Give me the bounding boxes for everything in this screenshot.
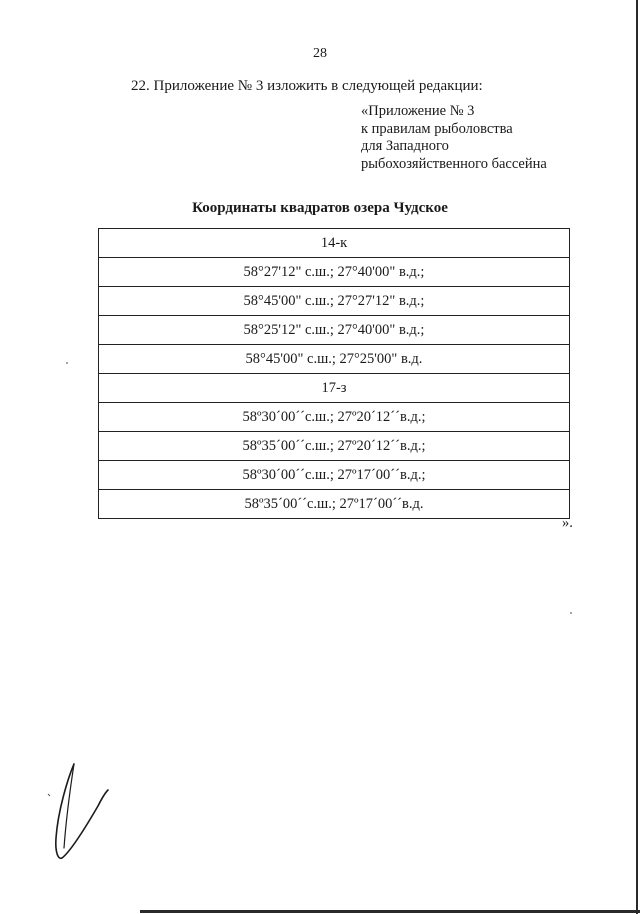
appendix-heading [361,103,547,173]
table-row [99,287,570,316]
coordinate-cell: 58º30´00´´с.ш.; 27º17´00´´в.д.; [99,461,570,490]
coordinate-cell: 58º30´00´´с.ш.; 27º20´12´´в.д.; [99,403,570,432]
table-row [99,461,570,490]
coordinate-cell: 58°45'00" с.ш.; 27°25'00" в.д. [99,345,570,374]
table-row [99,258,570,287]
appendix-heading-line: рыбохозяйственного бассейна [361,155,547,172]
coordinate-cell: 58°45'00" с.ш.; 27°27'12" в.д.; [99,287,570,316]
square-id-cell: 14-к [99,229,570,258]
square-id-cell: 17-з [99,374,570,403]
appendix-heading-line: для Западного [361,138,449,154]
table-row [99,229,570,258]
scan-speck [570,612,572,614]
table-row [99,403,570,432]
amendment-paragraph: 22. Приложение № 3 изложить в следующей редакции: [131,78,483,94]
table-row [99,316,570,345]
scan-speck [66,362,68,364]
page-edge-bottom [140,910,640,913]
appendix-heading-line: «Приложение № 3 [361,103,475,119]
coordinate-cell: 58°25'12" с.ш.; 27°40'00" в.д.; [99,316,570,345]
page-number: 28 [313,46,327,61]
appendix-heading-line: к правилам рыболовства [361,120,513,137]
handwritten-signature [40,760,120,870]
table-title: Координаты квадратов озера Чудское [192,200,448,216]
coordinate-cell: 58º35´00´´с.ш.; 27º20´12´´в.д.; [99,432,570,461]
table-row [99,345,570,374]
coordinates-table [98,228,570,519]
page-edge-right [636,0,638,914]
coordinate-cell: 58º35´00´´с.ш.; 27º17´00´´в.д. [99,490,570,519]
table-row [99,490,570,519]
closing-quote: ». [562,515,573,531]
coordinate-cell: 58°27'12" с.ш.; 27°40'00" в.д.; [99,258,570,287]
table-row [99,432,570,461]
table-row [99,374,570,403]
